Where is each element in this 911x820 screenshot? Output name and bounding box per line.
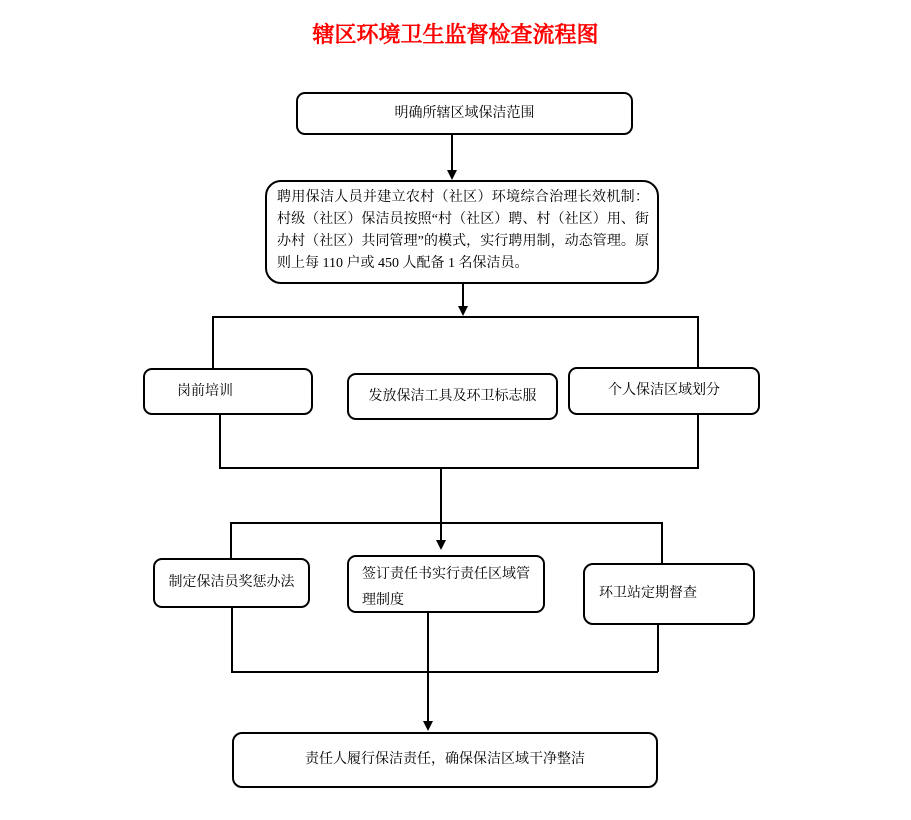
connector-hire-branch-arrow [458, 306, 468, 316]
flow-node-responsibility [347, 555, 545, 613]
branch-stub-training [212, 316, 214, 368]
flow-node-scope [296, 92, 633, 135]
flow-node-rewards [153, 558, 310, 608]
connector-area-merge [697, 415, 699, 468]
connector-merge1-branch2-arrow [436, 540, 446, 550]
page-title: 辖区环境卫生监督检查流程图 [312, 22, 599, 47]
branch-line-row3 [212, 316, 699, 318]
connector-hire-branch-line [462, 284, 464, 307]
connector-training-merge [219, 415, 221, 468]
flow-node-tools-label: 发放保洁工具及环卫标志服 [368, 388, 537, 404]
connector-scope-hire-line [451, 135, 453, 171]
flow-node-inspection [583, 563, 755, 625]
branch-line-row4 [230, 522, 663, 524]
flow-node-inspection-label: 环卫站定期督查 [599, 586, 697, 602]
flow-node-hire-label: 聘用保洁人员并建立农村（社区）环境综合治理长效机制：村级（社区）保洁员按照“村（社区）聘、村（社区）用、街办村（社区）共同管理”的模式，实行聘用制，动态管理。原则上每 110 户或 450 人配备 1 名保洁员。 [277, 190, 649, 271]
flow-node-tools [347, 373, 558, 420]
flow-node-hire [265, 180, 659, 284]
connector-merge1-branch2-line [440, 467, 442, 541]
merge-line-row3 [219, 467, 699, 469]
flow-node-training-label: 岗前培训 [177, 383, 233, 399]
flow-node-area [568, 367, 760, 415]
connector-responsibility-final-arrow [423, 721, 433, 731]
merge-line-row4 [231, 671, 658, 673]
flow-node-rewards-label: 制定保洁员奖惩办法 [168, 575, 295, 591]
flow-node-final [232, 732, 658, 788]
flow-node-training [143, 368, 313, 415]
branch-stub-area [697, 316, 699, 367]
connector-inspection-merge [657, 625, 659, 672]
connector-scope-hire-arrow [447, 170, 457, 180]
flow-node-final-label: 责任人履行保洁责任，确保保洁区域干净整洁 [305, 752, 585, 768]
branch-stub-inspection [661, 522, 663, 563]
connector-rewards-merge [231, 608, 233, 672]
flow-node-scope-label: 明确所辖区域保洁范围 [394, 105, 535, 121]
branch-stub-rewards [230, 522, 232, 558]
flow-node-responsibility-label: 签订责任书实行责任区域管理制度 [362, 567, 530, 608]
connector-responsibility-final-line [427, 613, 429, 722]
flow-node-area-label: 个人保洁区域划分 [608, 383, 720, 399]
